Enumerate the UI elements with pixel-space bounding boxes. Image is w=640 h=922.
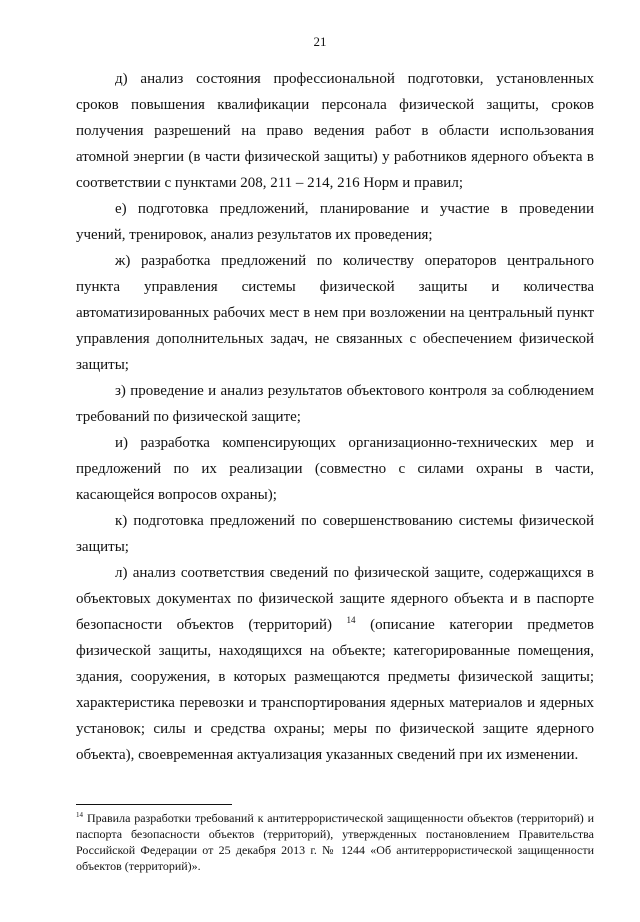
footnote-reference[interactable]: 14 [346,615,356,625]
paragraph-l [76,560,594,768]
document-body [76,66,594,768]
page-number: 21 [313,34,327,49]
paragraph-l-end: (описание категории предметов физической защиты, находящихся на объекте; категорированные помещения, здания, сооружения, в которых размещаются предметы физической защиты; характеристика перевозки и транспортирования ядерных материалов и ядерных установок; силы и средства охраны; меры по физической защите ядерного объекта), своевременная актуализация указанных сведений при их изменении. [76,617,594,763]
footnote-marker: 14 [76,811,83,819]
paragraph-zh: ж) разработка предложений по количеству операторов центрального пункта управления системы физической защиты и количества автоматизированных рабочих мест в нем при возложении на центральный пункт управления дополнительных задач, не связанных с обеспечением физической защиты; [76,253,594,373]
paragraph-z: з) проведение и анализ результатов объектового контроля за соблюдением требований по физической защите; [76,383,594,425]
footnote-text: Правила разработки требований к антитеррористической защищенности объектов (территорий) и паспорта безопасности объектов (территорий), утвержденных постановлением Правительства Российской Федерации от 25 декабря 2013 г. № 1244 «Об антитеррористической защищенности объектов (территорий)». [76,811,594,873]
paragraph-k: к) подготовка предложений по совершенствованию системы физической защиты; [76,513,594,555]
footnote [76,810,594,874]
paragraph-i: и) разработка компенсирующих организационно-технических мер и предложений по их реализации (совместно с силами охраны в части, касающейся вопросов охраны); [76,435,594,503]
footnote-separator [76,804,232,805]
paragraph-e: е) подготовка предложений, планирование и участие в проведении учений, тренировок, анализ результатов их проведения; [76,201,594,243]
paragraph-d: д) анализ состояния профессиональной подготовки, установленных сроков повышения квалификации персонала физической защиты, сроков получения разрешений на право ведения работ в области использования атомной энергии (в части физической защиты) у работников ядерного объекта в соответствии с пунктами 208, 211 – 214, 216 Норм и правил; [76,71,594,191]
paragraph-l-start: л) анализ соответствия сведений по физической защите, содержащихся в объектовых документах по физической защите ядерного объекта и в паспорте безопасности объектов (территорий) [76,565,594,633]
